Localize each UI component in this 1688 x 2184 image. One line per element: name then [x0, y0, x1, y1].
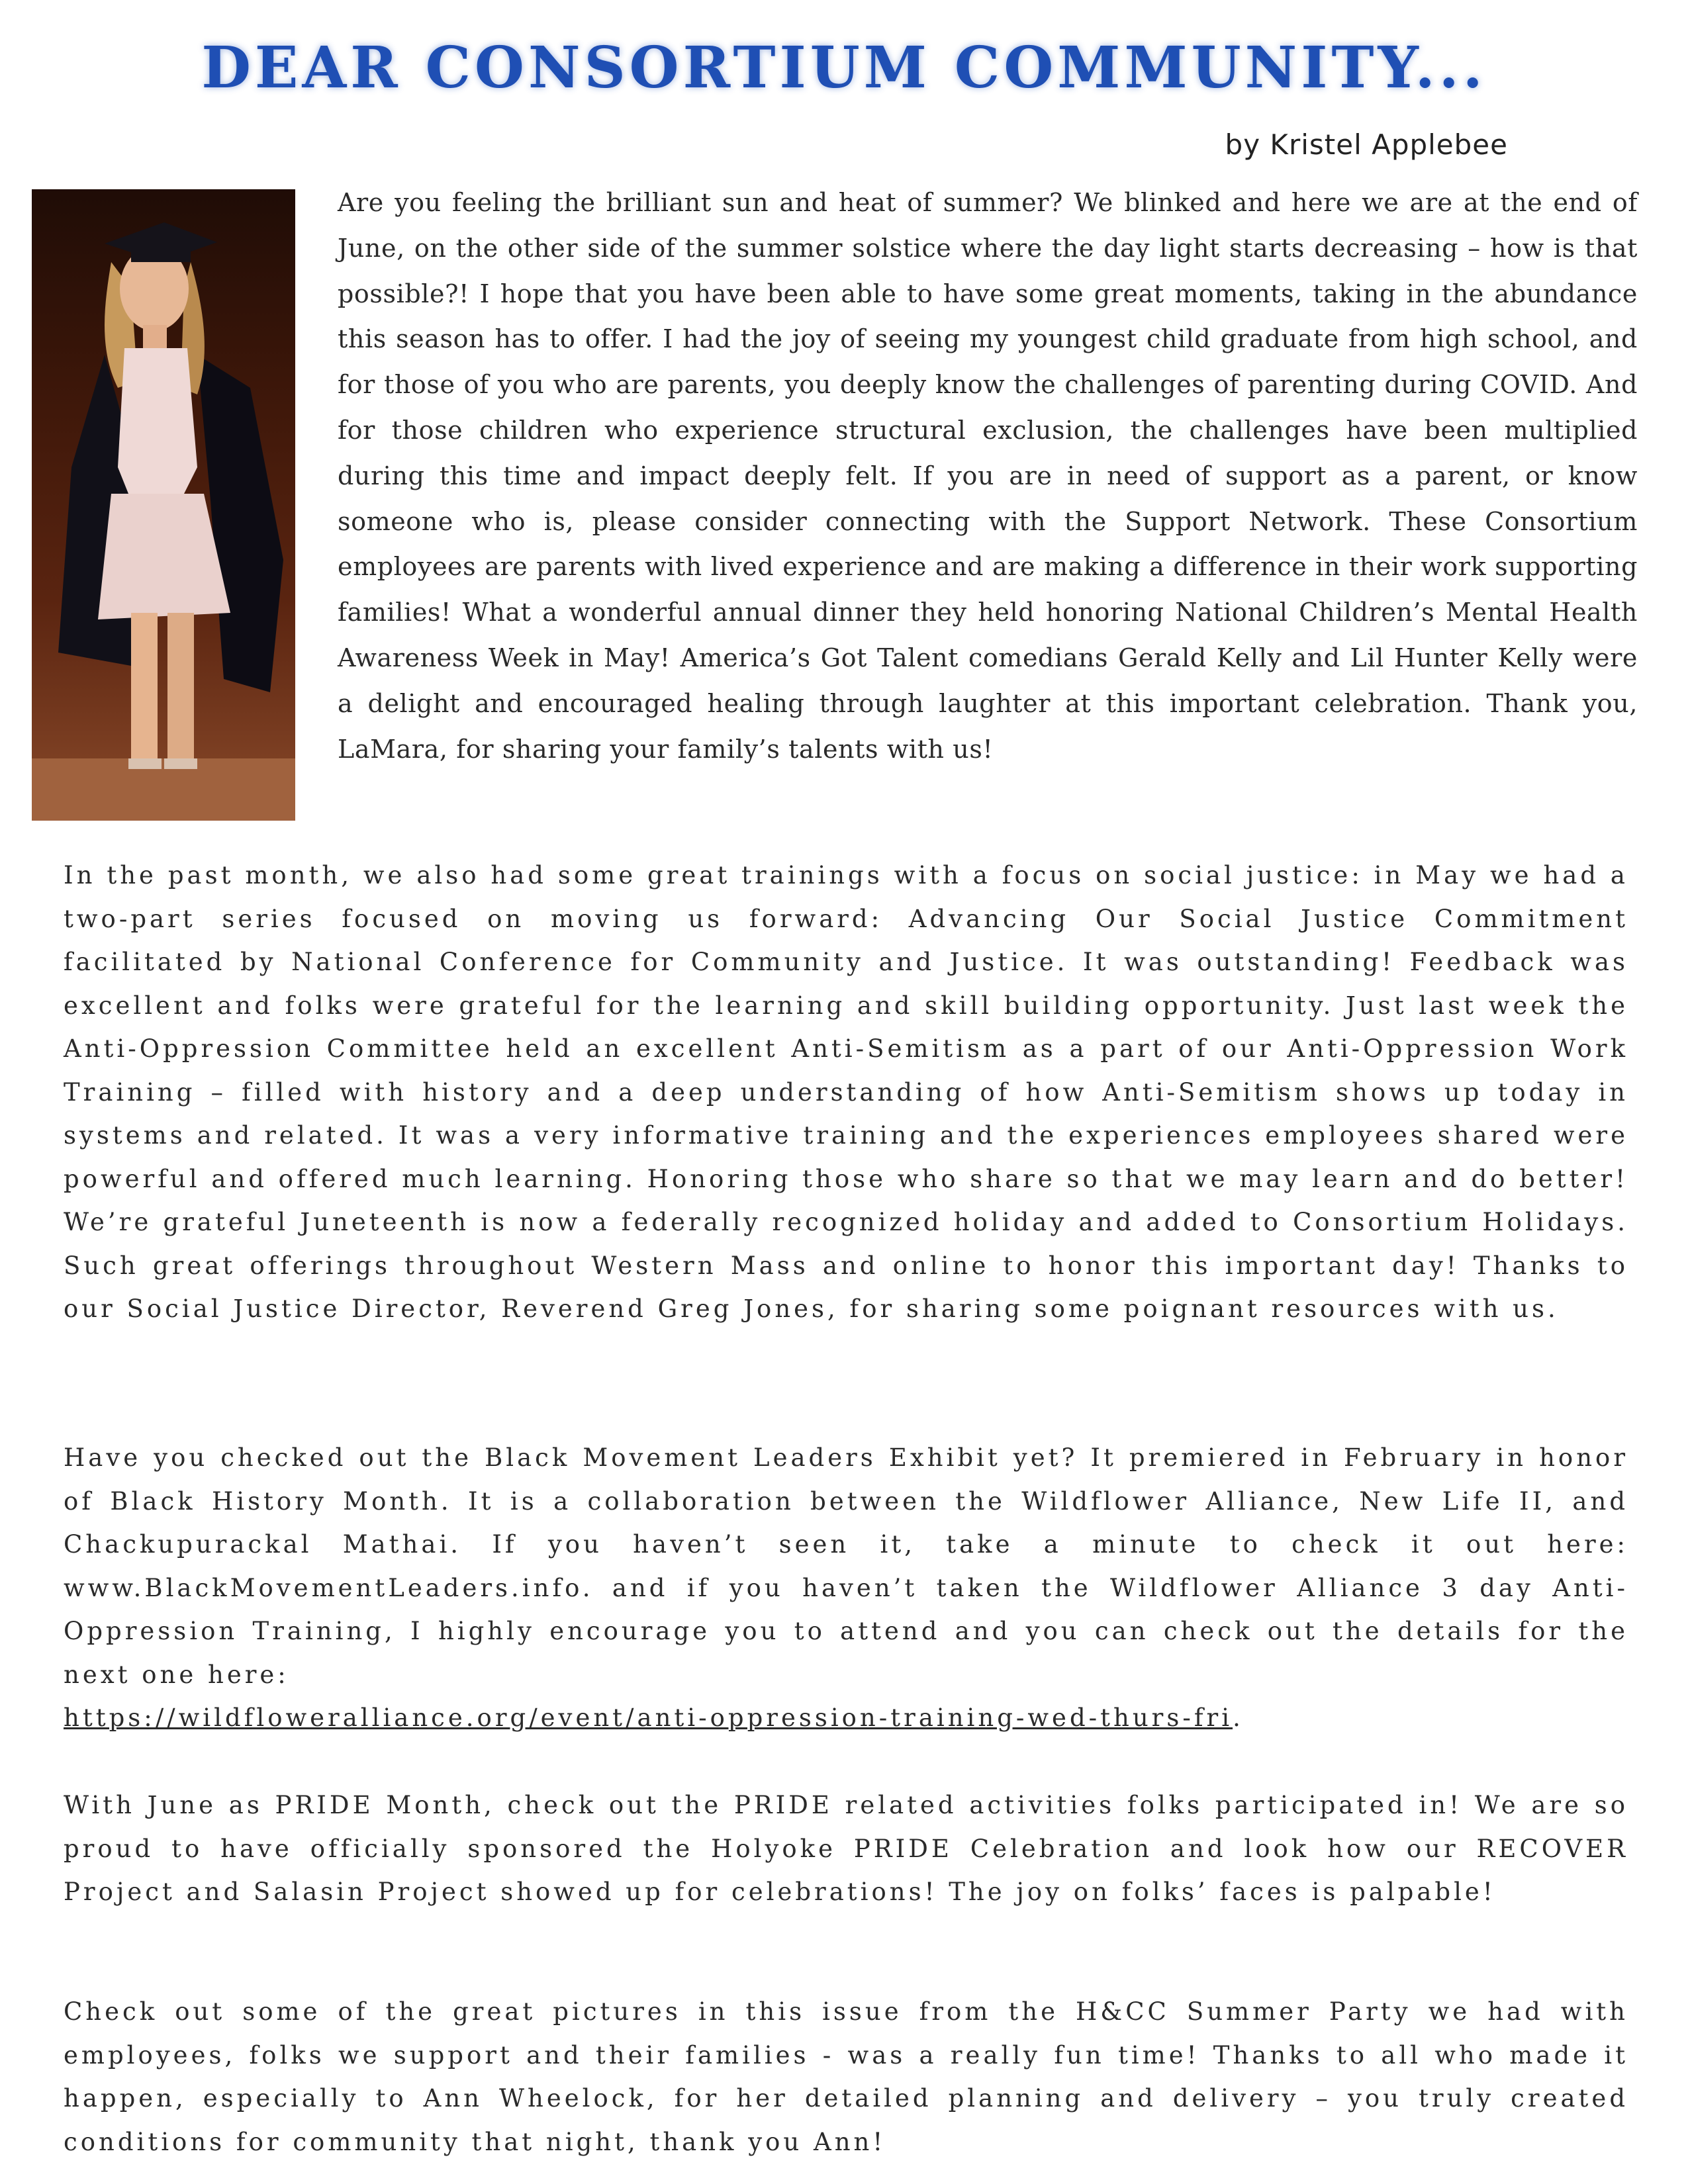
exhibit-text: Have you checked out the Black Movement Leaders Exhibit yet? It premiered in February in honor of Black History Month. It is a collaboration between the Wildflower Alliance, New Life II, and Chackupurackal Mathai. If you haven’t seen it, take a minute to check it out here: www.BlackMovementLeaders.info. and if you haven’t taken the Wildflower Alliance 3 day Anti-Oppression Training, I highly encourage you to attend and you can check out the details for the next one here:: [64, 1443, 1628, 1689]
summer-party-paragraph: Check out some of the great pictures in this issue from the H&CC Summer Party we had with employees, folks we support and their families - was a really fun time! Thanks to all who made it happen, especially to Ann Wheelock, for her detailed planning and delivery – you truly created conditions for community that night, thank you Ann!: [64, 1997, 1628, 2156]
pride-paragraph: With June as PRIDE Month, check out the PRIDE related activities folks participated in! We are so proud to have officially sponsored the Holyoke PRIDE Celebration and look how our RECOVER Project and Salasin Project showed up for celebrations! The joy on folks’ faces is palpable!: [64, 1791, 1628, 1906]
trainings-paragraph: In the past month, we also had some great trainings with a focus on social justice: in May we had a two-part series focused on moving us forward: Advancing Our Social Justice Commitment facilitated by National Conference for Community and Justice. It was outstanding! Feedback was excellent and folks were grateful for the learning and skill building opportunity. Just last week the Anti-Oppression Committee held an excellent Anti-Semitism as a part of our Anti-Oppression Work Training – filled with history and a deep understanding of how Anti-Semitism shows up today in systems and related. It was a very informative training and the experiences employees shared were powerful and offered much learning. Honoring those who share so that we may learn and do better! We’re grateful Juneteenth is now a federally recognized holiday and added to Consortium Holidays. Such great offerings throughout Western Mass and online to honor this important day! Thanks to our Social Justice Director, Reverend Greg Jones, for sharing some poignant resources with us.: [64, 861, 1628, 1323]
exhibit-paragraph: [64, 1436, 1628, 1740]
link-period: .: [1233, 1704, 1244, 1732]
training-link[interactable]: https://wildfloweralliance.org/event/anti-oppression-training-wed-thurs-fri: [64, 1704, 1233, 1732]
page-title: DEAR CONSORTIUM COMMUNITY...: [201, 34, 1487, 101]
author-byline: by Kristel Applebee: [1225, 128, 1508, 161]
graduate-photo-icon: [32, 189, 295, 821]
intro-paragraph: Are you feeling the brilliant sun and heat of summer? We blinked and here we are at the end of June, on the other side of the summer solstice where the day light starts decreasing – how is that possible?! I hope that you have been able to have some great moments, taking in the abundance this season has to offer. I had the joy of seeing my youngest child graduate from high school, and for those of you who are parents, you deeply know the challenges of parenting during COVID. And for those children who experience structural exclusion, the challenges have been multiplied during this time and impact deeply felt. If you are in need of support as a parent, or know someone who is, please consider connecting with the Support Network. These Consortium employees are parents with lived experience and are making a difference in their work supporting families! What a wonderful annual dinner they held honoring National Children’s Mental Health Awareness Week in May! America’s Got Talent comedians Gerald Kelly and Lil Hunter Kelly were a delight and encouraged healing through laughter at this important celebration. Thank you, LaMara, for sharing your family’s talents with us!: [338, 188, 1638, 764]
